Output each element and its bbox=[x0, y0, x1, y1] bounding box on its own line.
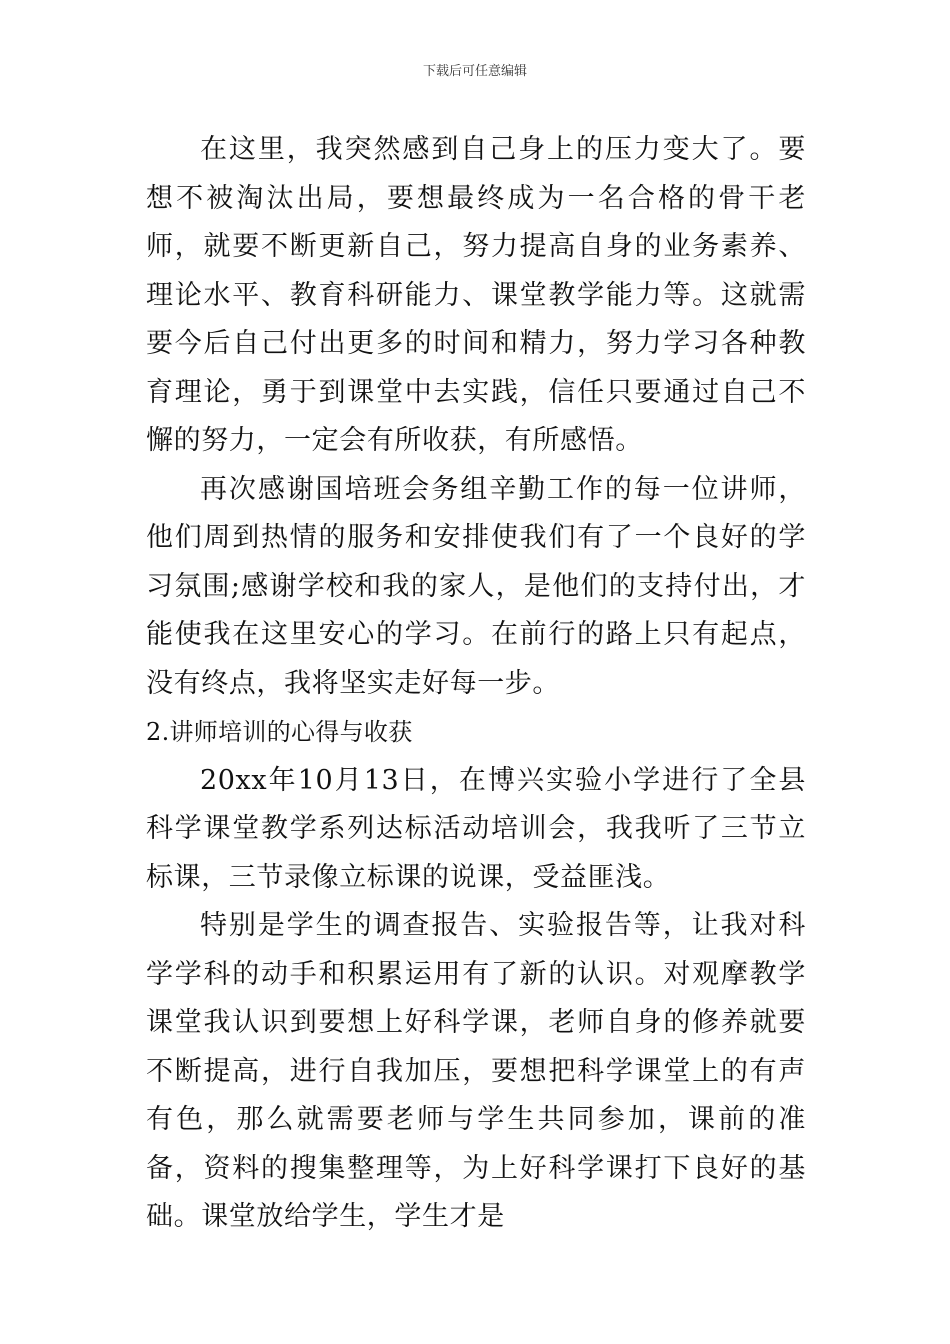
document-body bbox=[146, 126, 806, 1242]
paragraph-pressure: 在这里，我突然感到自己身上的压力变大了。要想不被淘汰出局，要想最终成为一名合格的骨干老师，就要不断更新自己，努力提高自身的业务素养、理论水平、教育科研能力、课堂教学能力等。这就需要今后自己付出更多的时间和精力，努力学习各种教育理论，勇于到课堂中去实践，信任只要通过自己不懈的努力，一定会有所收获，有所感悟。 bbox=[146, 134, 806, 456]
paragraph-thanks: 再次感谢国培班会务组辛勤工作的每一位讲师，他们周到热情的服务和安排使我们有了一个良好的学习氛围;感谢学校和我的家人，是他们的支持付出，才能使我在这里安心的学习。在前行的路上只有起点，没有终点，我将坚实走好每一步。 bbox=[146, 473, 806, 699]
paragraph-science-class: 特别是学生的调查报告、实验报告等，让我对科学学科的动手和积累运用有了新的认识。对观摩教学课堂我认识到要想上好科学课，老师自身的修养就要不断提高，进行自我加压，要想把科学课堂上的有声有色，那么就需要老师与学生共同参加，课前的准备，资料的搜集整理等，为上好科学课打下良好的基础。课堂放给学生，学生才是 bbox=[146, 910, 806, 1232]
paragraph-training-session: 20xx年10月13日，在博兴实验小学进行了全县科学课堂教学系列达标活动培训会，我我听了三节立标课，三节录像立标课的说课，受益匪浅。 bbox=[146, 764, 806, 893]
section-heading: 2.讲师培训的心得与收获 bbox=[146, 718, 413, 746]
page-header: 下载后可任意编辑 bbox=[422, 64, 527, 79]
